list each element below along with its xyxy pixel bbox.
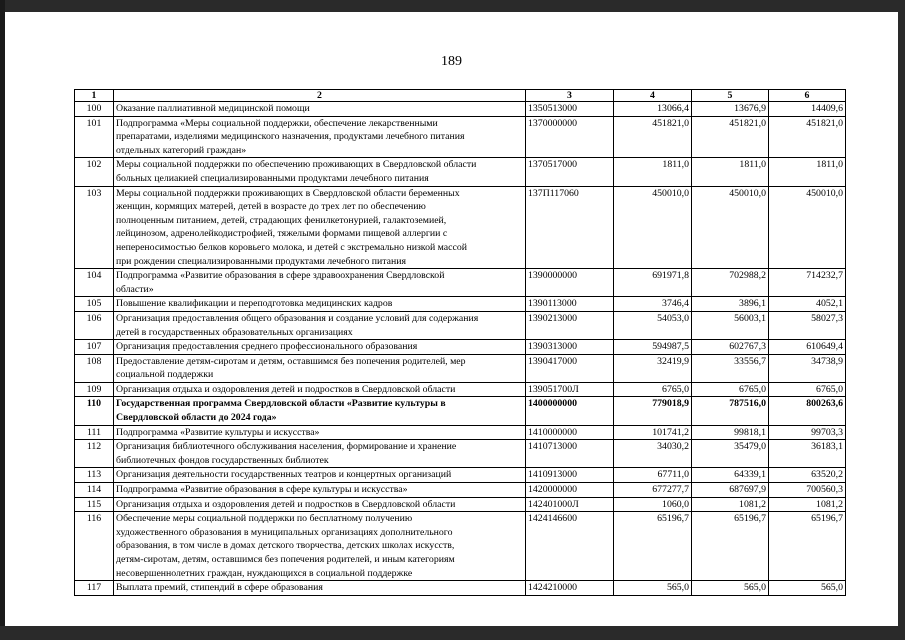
table-row <box>75 116 846 158</box>
item-name-line: Выплата премий, стипендий в сфере образования <box>116 582 323 594</box>
amount-cell-col-4: 6765,0 <box>614 382 692 397</box>
row-number-cell: 102 <box>75 158 114 186</box>
table-row <box>75 158 846 186</box>
row-number-cell: 117 <box>75 581 114 596</box>
item-name-line: несовершеннолетних граждан, нуждающихся в социальной поддержке <box>116 567 413 579</box>
amount-cell-col-4: 1060,0 <box>614 497 692 512</box>
amount-cell-col-5: 1811,0 <box>692 158 769 186</box>
amount-cell-col-4: 54053,0 <box>614 311 692 339</box>
budget-code-cell: 1400000000 <box>526 397 614 425</box>
amount-cell-col-6: 714232,7 <box>769 269 846 297</box>
amount-cell-col-6: 36183,1 <box>769 440 846 468</box>
item-name-line: области» <box>116 283 154 295</box>
row-number-cell: 114 <box>75 483 114 498</box>
item-name-cell <box>114 397 526 425</box>
amount-cell-col-5: 602767,3 <box>692 340 769 355</box>
amount-cell-col-6: 58027,3 <box>769 311 846 339</box>
amount-cell-col-4: 34030,2 <box>614 440 692 468</box>
item-name-line: Подпрограмма «Развитие образования в сфере здравоохранения Свердловской <box>116 270 445 282</box>
amount-cell-col-5: 56003,1 <box>692 311 769 339</box>
row-number-cell: 110 <box>75 397 114 425</box>
amount-cell-col-4: 450010,0 <box>614 186 692 269</box>
item-name-cell <box>114 297 526 312</box>
header-col-1: 1 <box>75 90 114 102</box>
item-name-line: при рождении специализированными продуктами лечебного питания <box>116 255 407 267</box>
item-name-line: Предоставление детям-сиротам и детям, оставшимся без попечения родителей, мер <box>116 355 466 367</box>
header-col-2: 2 <box>114 90 526 102</box>
amount-cell-col-5: 64339,1 <box>692 468 769 483</box>
item-name-cell <box>114 512 526 581</box>
item-name-line: Оказание паллиативной медицинской помощи <box>116 103 310 114</box>
table-row <box>75 512 846 581</box>
row-number-cell: 100 <box>75 102 114 117</box>
item-name-cell <box>114 425 526 440</box>
item-name-line: Подпрограмма «Развитие образования в сфере культуры и искусства» <box>116 484 408 496</box>
item-name-cell <box>114 158 526 186</box>
item-name-line: Организация библиотечного обслуживания населения, формирование и хранение <box>116 441 457 453</box>
amount-cell-col-5: 65196,7 <box>692 512 769 581</box>
budget-code-cell: 1350513000 <box>526 102 614 117</box>
budget-code-cell: 139051700Л <box>526 382 614 397</box>
item-name-cell <box>114 468 526 483</box>
item-name-line: Свердловской области до 2024 года» <box>116 412 277 424</box>
table-row <box>75 397 846 425</box>
amount-cell-col-4: 1811,0 <box>614 158 692 186</box>
budget-code-cell: 137П117060 <box>526 186 614 269</box>
item-name-cell <box>114 186 526 269</box>
item-name-line: Организация отдыха и оздоровления детей и подростков в Свердловской области <box>116 383 456 395</box>
row-number-cell: 103 <box>75 186 114 269</box>
item-name-cell <box>114 497 526 512</box>
item-name-line: отдельных категорий граждан» <box>116 144 247 156</box>
document-page <box>5 12 898 626</box>
table-row <box>75 382 846 397</box>
amount-cell-col-5: 787516,0 <box>692 397 769 425</box>
amount-cell-col-4: 677277,7 <box>614 483 692 498</box>
item-name-line: Организация деятельности государственных театров и концертных организаций <box>116 469 452 481</box>
budget-code-cell: 1390417000 <box>526 354 614 382</box>
budget-code-cell: 1370517000 <box>526 158 614 186</box>
row-number-cell: 101 <box>75 116 114 158</box>
amount-cell-col-5: 702988,2 <box>692 269 769 297</box>
item-name-cell <box>114 483 526 498</box>
amount-cell-col-6: 451821,0 <box>769 116 846 158</box>
scan-border-right <box>898 0 905 640</box>
row-number-cell: 115 <box>75 497 114 512</box>
amount-cell-col-6: 450010,0 <box>769 186 846 269</box>
item-name-line: Меры социальной поддержки по обеспечению проживающих в Свердловской области <box>116 159 477 171</box>
table-row <box>75 297 846 312</box>
table-row <box>75 497 846 512</box>
item-name-line: социальной поддержки <box>116 369 214 381</box>
row-number-cell: 106 <box>75 311 114 339</box>
item-name-cell <box>114 440 526 468</box>
amount-cell-col-4: 779018,9 <box>614 397 692 425</box>
table-row <box>75 468 846 483</box>
item-name-line: Обеспечение меры социальной поддержки по бесплатному получению <box>116 513 413 525</box>
amount-cell-col-4: 3746,4 <box>614 297 692 312</box>
table-row <box>75 354 846 382</box>
table-row <box>75 269 846 297</box>
item-name-line: художественного образования в муниципальных организациях дополнительного <box>116 526 453 538</box>
row-number-cell: 116 <box>75 512 114 581</box>
table-row <box>75 311 846 339</box>
amount-cell-col-5: 3896,1 <box>692 297 769 312</box>
amount-cell-col-5: 451821,0 <box>692 116 769 158</box>
item-name-cell <box>114 311 526 339</box>
budget-code-cell: 1390000000 <box>526 269 614 297</box>
row-number-cell: 112 <box>75 440 114 468</box>
item-name-line: препаратами, изделиями медицинского назначения, продуктами лечебного питания <box>116 131 465 143</box>
budget-code-cell: 1370000000 <box>526 116 614 158</box>
header-col-4: 4 <box>614 90 692 102</box>
item-name-line: детям-сиротам, детям, оставшимся без попечения родителей, и иным категориям <box>116 554 455 565</box>
item-name-line: библиотечных фондов государственных библиотек <box>116 454 329 466</box>
amount-cell-col-5: 13676,9 <box>692 102 769 117</box>
amount-cell-col-6: 63520,2 <box>769 468 846 483</box>
header-col-6: 6 <box>769 90 846 102</box>
budget-code-cell: 1420000000 <box>526 483 614 498</box>
header-col-5: 5 <box>692 90 769 102</box>
table-body <box>75 102 846 596</box>
amount-cell-col-6: 65196,7 <box>769 512 846 581</box>
item-name-cell <box>114 581 526 596</box>
item-name-cell <box>114 102 526 117</box>
row-number-cell: 109 <box>75 382 114 397</box>
item-name-line: Государственная программа Свердловской области «Развитие культуры в <box>116 398 446 410</box>
table-row <box>75 440 846 468</box>
budget-code-cell: 1410000000 <box>526 425 614 440</box>
budget-code-cell: 1424146600 <box>526 512 614 581</box>
table-header-row <box>75 90 846 102</box>
amount-cell-col-6: 700560,3 <box>769 483 846 498</box>
budget-table <box>74 89 846 596</box>
budget-code-cell: 1390113000 <box>526 297 614 312</box>
table-row <box>75 102 846 117</box>
item-name-line: женщин, кормящих матерей, детей в возрасте до трех лет по обеспечению <box>116 201 426 213</box>
table-row <box>75 186 846 269</box>
amount-cell-col-6: 565,0 <box>769 581 846 596</box>
item-name-line: Меры социальной поддержки проживающих в Свердловской области беременных <box>116 187 460 199</box>
item-name-cell <box>114 116 526 158</box>
amount-cell-col-6: 34738,9 <box>769 354 846 382</box>
amount-cell-col-6: 6765,0 <box>769 382 846 397</box>
amount-cell-col-4: 67711,0 <box>614 468 692 483</box>
item-name-line: образования, в том числе в домах детского творчества, детских школах искусств, <box>116 540 455 552</box>
row-number-cell: 105 <box>75 297 114 312</box>
amount-cell-col-6: 1811,0 <box>769 158 846 186</box>
amount-cell-col-6: 99703,3 <box>769 425 846 440</box>
amount-cell-col-6: 610649,4 <box>769 340 846 355</box>
row-number-cell: 108 <box>75 354 114 382</box>
item-name-line: детей в государственных образовательных организациях <box>116 326 353 338</box>
amount-cell-col-4: 451821,0 <box>614 116 692 158</box>
budget-code-cell: 1410913000 <box>526 468 614 483</box>
amount-cell-col-5: 450010,0 <box>692 186 769 269</box>
item-name-line: Подпрограмма «Меры социальной поддержки, обеспечение лекарственными <box>116 117 438 129</box>
amount-cell-col-6: 1081,2 <box>769 497 846 512</box>
item-name-line: лейцинозом, адренолейкодистрофией, тяжелыми формами пищевой аллергии с <box>116 228 448 240</box>
item-name-cell <box>114 340 526 355</box>
item-name-cell <box>114 382 526 397</box>
amount-cell-col-4: 101741,2 <box>614 425 692 440</box>
amount-cell-col-6: 800263,6 <box>769 397 846 425</box>
budget-code-cell: 1390313000 <box>526 340 614 355</box>
item-name-line: непереносимостью белков коровьего молока, и детей с экстремально низкой массой <box>116 241 467 253</box>
amount-cell-col-5: 565,0 <box>692 581 769 596</box>
amount-cell-col-4: 65196,7 <box>614 512 692 581</box>
amount-cell-col-5: 1081,2 <box>692 497 769 512</box>
amount-cell-col-4: 565,0 <box>614 581 692 596</box>
amount-cell-col-5: 6765,0 <box>692 382 769 397</box>
amount-cell-col-4: 594987,5 <box>614 340 692 355</box>
table-row <box>75 581 846 596</box>
amount-cell-col-5: 99818,1 <box>692 425 769 440</box>
table-row <box>75 425 846 440</box>
row-number-cell: 113 <box>75 468 114 483</box>
item-name-line: Организация предоставления общего образования и создание условий для содержания <box>116 312 479 324</box>
table-row <box>75 340 846 355</box>
row-number-cell: 104 <box>75 269 114 297</box>
row-number-cell: 111 <box>75 425 114 440</box>
table-row <box>75 483 846 498</box>
budget-code-cell: 1410713000 <box>526 440 614 468</box>
amount-cell-col-4: 32419,9 <box>614 354 692 382</box>
item-name-line: Организация предоставления среднего профессионального образования <box>116 341 418 353</box>
amount-cell-col-5: 35479,0 <box>692 440 769 468</box>
amount-cell-col-5: 687697,9 <box>692 483 769 498</box>
row-number-cell: 107 <box>75 340 114 355</box>
item-name-line: полноценным питанием, детей, страдающих фенилкетонурией, галактоземией, <box>116 214 447 226</box>
item-name-line: Подпрограмма «Развитие культуры и искусства» <box>116 426 320 438</box>
item-name-line: Организация отдыха и оздоровления детей и подростков в Свердловской области <box>116 498 456 510</box>
amount-cell-col-5: 33556,7 <box>692 354 769 382</box>
header-col-3: 3 <box>526 90 614 102</box>
item-name-cell <box>114 354 526 382</box>
budget-code-cell: 1424210000 <box>526 581 614 596</box>
item-name-line: Повышение квалификации и переподготовка медицинских кадров <box>116 298 393 310</box>
scan-border-top <box>0 0 905 12</box>
amount-cell-col-4: 13066,4 <box>614 102 692 117</box>
amount-cell-col-4: 691971,8 <box>614 269 692 297</box>
budget-code-cell: 142401000Л <box>526 497 614 512</box>
item-name-cell <box>114 269 526 297</box>
amount-cell-col-6: 14409,6 <box>769 102 846 117</box>
scan-border-bottom <box>0 626 905 640</box>
page-number: 189 <box>441 54 462 69</box>
item-name-line: больных целиакией специализированными продуктами лечебного питания <box>116 172 429 184</box>
budget-code-cell: 1390213000 <box>526 311 614 339</box>
amount-cell-col-6: 4052,1 <box>769 297 846 312</box>
